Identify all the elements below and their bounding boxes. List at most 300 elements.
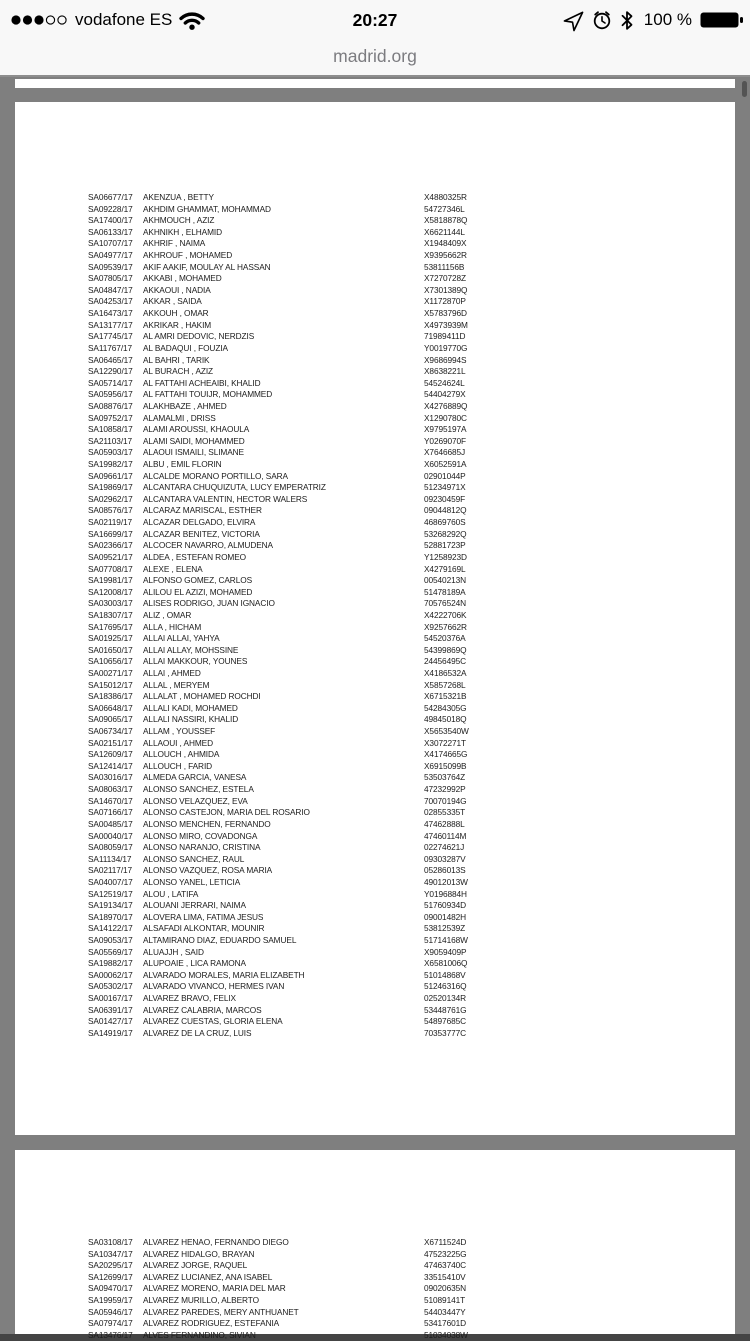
- table-row: [15, 1330, 735, 1341]
- row-name: ALLAM , YOUSSEF: [143, 726, 216, 737]
- row-id: SA09539/17: [88, 261, 133, 272]
- table-row: [15, 1028, 735, 1040]
- row-doc: X9059409P: [424, 946, 467, 957]
- row-name: AKKAOUI , NADIA: [143, 284, 211, 295]
- row-doc: 53503764Z: [424, 772, 466, 783]
- row-id: SA17745/17: [88, 331, 133, 342]
- table-row: [15, 401, 735, 413]
- row-name: ALONSO YANEL, LETICIA: [143, 876, 241, 887]
- table-row: [15, 993, 735, 1005]
- row-name: ALVAREZ MORENO, MARIA DEL MAR: [143, 1283, 286, 1294]
- row-id: SA11767/17: [88, 342, 133, 353]
- row-doc: 47462888L: [424, 818, 465, 829]
- row-name: ALVAREZ HIDALGO, BRAYAN: [143, 1248, 255, 1259]
- row-id: SA19882/17: [88, 958, 133, 969]
- row-doc: 51014868V: [424, 969, 466, 980]
- table-row: [15, 192, 735, 204]
- row-name: ALMEDA GARCIA, VANESA: [143, 772, 247, 783]
- status-bar: [0, 0, 750, 40]
- row-name: ALONSO MIRO, COVADONGA: [143, 830, 258, 841]
- table-row: [15, 877, 735, 889]
- table-row: [15, 1249, 735, 1261]
- table-row: [15, 865, 735, 877]
- row-doc: Y0269070F: [424, 435, 467, 446]
- row-name: ALLALI NASSIRI, KHALID: [143, 714, 239, 725]
- row-name: ALLALI KADI, MOHAMED: [143, 702, 238, 713]
- scrollbar: [742, 81, 747, 97]
- row-name: ALVAREZ CALABRIA, MARCOS: [143, 1004, 262, 1015]
- row-doc: 53448761G: [424, 1004, 467, 1015]
- table-row: [15, 796, 735, 808]
- row-name: AL AMRI DEDOVIC, NERDZIS: [143, 331, 255, 342]
- table-row: [15, 656, 735, 668]
- row-id: SA12609/17: [88, 749, 133, 760]
- table-row: [15, 854, 735, 866]
- row-id: SA04847/17: [88, 284, 133, 295]
- url-bar[interactable]: [0, 40, 750, 75]
- row-doc: 70353777C: [424, 1027, 467, 1038]
- row-id: SA13177/17: [88, 319, 133, 330]
- table-row: [15, 1005, 735, 1017]
- row-name: ALONSO MENCHEN, FERNANDO: [143, 818, 271, 829]
- row-name: ALVAREZ PAREDES, MERY ANTHUANET: [143, 1306, 299, 1317]
- row-name: ALUPOAIE , LICA RAMONA: [143, 958, 246, 969]
- table-row: [15, 889, 735, 901]
- table-row: [15, 912, 735, 924]
- row-doc: 47460114M: [424, 830, 467, 841]
- row-doc: 51246316Q: [424, 981, 467, 992]
- table-row: [15, 447, 735, 459]
- row-id: SA06133/17: [88, 226, 133, 237]
- table-row: [15, 1260, 735, 1272]
- row-doc: 09303287V: [424, 853, 466, 864]
- row-id: SA02366/17: [88, 540, 133, 551]
- row-name: ALLOUCH , FARID: [143, 760, 213, 771]
- table-row: [15, 343, 735, 355]
- row-doc: 71989411D: [424, 331, 466, 342]
- table-row: [15, 610, 735, 622]
- table-row: [15, 436, 735, 448]
- table-row: [15, 738, 735, 750]
- table-row: [15, 424, 735, 436]
- table-row: [15, 517, 735, 529]
- table-row: [15, 598, 735, 610]
- row-name: ALCANTARA CHUQUIZUTA, LUCY EMPERATRIZ: [143, 482, 326, 493]
- row-id: SA19869/17: [88, 482, 133, 493]
- row-doc: 24456495C: [424, 656, 467, 667]
- table-row: [15, 691, 735, 703]
- row-name: AKKOUH , OMAR: [143, 308, 209, 319]
- row-doc: X4222706K: [424, 609, 467, 620]
- row-name: ALVAREZ JORGE, RAQUEL: [143, 1260, 248, 1271]
- table-row: [15, 471, 735, 483]
- table-row: [15, 703, 735, 715]
- row-name: ALUAJJH , SAID: [143, 946, 204, 957]
- row-doc: 54403447Y: [424, 1306, 466, 1317]
- row-doc: 52881723P: [424, 540, 466, 551]
- row-doc: 33515410V: [424, 1271, 466, 1282]
- row-name: ALVAREZ RODRIGUEZ, ESTEFANIA: [143, 1318, 280, 1329]
- row-id: SA04253/17: [88, 296, 133, 307]
- row-id: SA08059/17: [88, 842, 133, 853]
- row-name: AKHROUF , MOHAMED: [143, 250, 233, 261]
- row-id: SA12414/17: [88, 760, 133, 771]
- row-id: SA09661/17: [88, 470, 133, 481]
- row-id: SA09521/17: [88, 551, 133, 562]
- table-row: [15, 807, 735, 819]
- row-name: ALOVERA LIMA, FATIMA JESUS: [143, 911, 264, 922]
- table-row: [15, 227, 735, 239]
- row-id: SA03108/17: [88, 1237, 133, 1247]
- row-id: SA12699/17: [88, 1271, 133, 1282]
- row-doc: X4174665G: [424, 749, 468, 760]
- row-doc: X3072271T: [424, 737, 467, 748]
- table-row: [15, 540, 735, 552]
- row-id: SA14122/17: [88, 923, 133, 934]
- table-row: [15, 622, 735, 634]
- row-doc: 53268292Q: [424, 528, 467, 539]
- row-id: SA12290/17: [88, 366, 133, 377]
- row-doc: X4279169L: [424, 563, 466, 574]
- table-row: [15, 772, 735, 784]
- row-name: ALVAREZ HENAO, FERNANDO DIEGO: [143, 1237, 289, 1247]
- table-row: [15, 1307, 735, 1319]
- table-row: [15, 900, 735, 912]
- row-id: SA06391/17: [88, 1004, 133, 1015]
- row-name: ALLAI , AHMED: [143, 667, 201, 678]
- row-name: ALCOCER NAVARRO, ALMUDENA: [143, 540, 273, 551]
- row-id: SA02151/17: [88, 737, 133, 748]
- table-row: [15, 958, 735, 970]
- row-doc: 09230459F: [424, 493, 466, 504]
- row-name: ALLOUCH , AHMIDA: [143, 749, 220, 760]
- row-id: SA12519/17: [88, 888, 133, 899]
- row-name: AL BAHRI , TARIK: [143, 354, 210, 365]
- row-name: ALLAI ALLAI, YAHYA: [143, 633, 220, 644]
- row-doc: X5857268L: [424, 679, 466, 690]
- row-name: ALSAFADI ALKONTAR, MOUNIR: [143, 923, 265, 934]
- row-doc: 53811156B: [424, 261, 465, 272]
- row-name: ALVES FERNANDINO, SIVIAN: [143, 1329, 256, 1340]
- row-id: SA04007/17: [88, 876, 133, 887]
- table-row: [15, 482, 735, 494]
- row-name: ALVARADO MORALES, MARIA ELIZABETH: [143, 969, 305, 980]
- table-row: [15, 680, 735, 692]
- row-doc: 54404279X: [424, 389, 466, 400]
- row-doc: 05286013S: [424, 865, 466, 876]
- row-name: ALONSO SANCHEZ, RAUL: [143, 853, 245, 864]
- row-name: AL BURACH , AZIZ: [143, 366, 214, 377]
- row-id: SA08063/17: [88, 784, 133, 795]
- row-doc: 49845018Q: [424, 714, 467, 725]
- row-name: AKENZUA , BETTY: [143, 192, 214, 202]
- row-name: ALLAOUI , AHMED: [143, 737, 213, 748]
- row-doc: 70576524N: [424, 598, 467, 609]
- row-doc: 47232992P: [424, 784, 466, 795]
- row-name: ALISES RODRIGO, JUAN IGNACIO: [143, 598, 275, 609]
- row-doc: 00540213N: [424, 575, 467, 586]
- row-name: ALAMI AROUSSI, KHAOULA: [143, 424, 250, 435]
- row-doc: 02520134R: [424, 993, 467, 1004]
- table-row: [15, 575, 735, 587]
- row-id: SA09470/17: [88, 1283, 133, 1294]
- table-row: [15, 308, 735, 320]
- row-name: ALCAZAR BENITEZ, VICTORIA: [143, 528, 260, 539]
- status-right-cluster: [563, 0, 743, 40]
- row-doc: X6052591A: [424, 459, 467, 470]
- row-name: ALIZ , OMAR: [143, 609, 192, 620]
- row-id: SA13476/17: [88, 1329, 133, 1340]
- row-name: ALAKHBAZE , AHMED: [143, 400, 227, 411]
- row-id: SA16699/17: [88, 528, 133, 539]
- row-name: ALVAREZ DE LA CRUZ, LUIS: [143, 1027, 252, 1038]
- row-doc: 51760934D: [424, 900, 467, 911]
- table-row: [15, 761, 735, 773]
- table-row: [15, 459, 735, 471]
- table-row: [15, 285, 735, 297]
- row-doc: X4186532A: [424, 667, 467, 678]
- row-doc: 02274621J: [424, 842, 465, 853]
- table-row: [15, 250, 735, 262]
- table-row: [15, 819, 735, 831]
- table-row: [15, 714, 735, 726]
- table-row: [15, 947, 735, 959]
- row-name: ALVAREZ CUESTAS, GLORIA ELENA: [143, 1016, 283, 1027]
- row-doc: X6711524D: [424, 1237, 467, 1247]
- row-doc: X1290780C: [424, 412, 467, 423]
- table-row: [15, 389, 735, 401]
- row-id: SA07166/17: [88, 807, 133, 818]
- row-doc: X6621144L: [424, 226, 465, 237]
- table-row: [15, 1237, 735, 1249]
- row-doc: X6715321B: [424, 691, 467, 702]
- row-id: SA09228/17: [88, 203, 133, 214]
- table-row: [15, 784, 735, 796]
- row-doc: 51234971X: [424, 482, 466, 493]
- row-doc: 46869760S: [424, 517, 466, 528]
- row-id: SA01650/17: [88, 644, 133, 655]
- row-name: AKKABI , MOHAMED: [143, 273, 222, 284]
- table-row: [15, 262, 735, 274]
- row-doc: 54520376A: [424, 633, 466, 644]
- row-id: SA10347/17: [88, 1248, 133, 1259]
- table-row: [15, 935, 735, 947]
- table-row: [15, 1318, 735, 1330]
- row-id: SA05946/17: [88, 1306, 133, 1317]
- row-id: SA10656/17: [88, 656, 133, 667]
- row-name: ALAOUI ISMAILI, SLIMANE: [143, 447, 244, 458]
- table-row: [15, 494, 735, 506]
- row-doc: X5653540W: [424, 726, 469, 737]
- row-id: SA02117/17: [88, 865, 133, 876]
- table-row: [15, 273, 735, 285]
- row-doc: 49012013W: [424, 876, 468, 887]
- carrier-label: vodafone ES: [75, 10, 173, 29]
- row-id: SA01427/17: [88, 1016, 133, 1027]
- table-row: [15, 378, 735, 390]
- row-id: SA12008/17: [88, 586, 133, 597]
- table-row: [15, 1283, 735, 1295]
- row-id: SA14919/17: [88, 1027, 133, 1038]
- row-id: SA07805/17: [88, 273, 133, 284]
- row-name: AL BADAQUI , FOUZIA: [143, 342, 228, 353]
- row-id: SA02119/17: [88, 517, 133, 528]
- row-doc: 53417601D: [424, 1318, 467, 1329]
- row-name: AKRIKAR , HAKIM: [143, 319, 212, 330]
- table-row: [15, 215, 735, 227]
- row-name: ALONSO NARANJO, CRISTINA: [143, 842, 261, 853]
- row-doc: X7301389Q: [424, 284, 468, 295]
- safari-top-chrome: [0, 0, 750, 77]
- row-name: ALFONSO GOMEZ, CARLOS: [143, 575, 253, 586]
- table-row: [15, 749, 735, 761]
- row-doc: X7646685J: [424, 447, 466, 458]
- table-row: [15, 413, 735, 425]
- table-row: [15, 238, 735, 250]
- row-doc: X1948409X: [424, 238, 467, 249]
- row-id: SA14670/17: [88, 795, 133, 806]
- row-name: ALLAI MAKKOUR, YOUNES: [143, 656, 248, 667]
- row-name: AKHDIM GHAMMAT, MOHAMMAD: [143, 203, 271, 214]
- row-name: ALAMALMI , DRISS: [143, 412, 216, 423]
- row-name: ALONSO SANCHEZ, ESTELA: [143, 784, 254, 795]
- row-id: SA17400/17: [88, 215, 133, 226]
- row-name: ALVAREZ LUCIANEZ, ANA ISABEL: [143, 1271, 273, 1282]
- table-row: [15, 668, 735, 680]
- row-id: SA20295/17: [88, 1260, 133, 1271]
- row-name: ALVAREZ MURILLO, ALBERTO: [143, 1295, 259, 1306]
- row-id: SA09752/17: [88, 412, 133, 423]
- row-id: SA10858/17: [88, 424, 133, 435]
- row-id: SA10707/17: [88, 238, 133, 249]
- row-id: SA18970/17: [88, 911, 133, 922]
- row-id: SA06465/17: [88, 354, 133, 365]
- row-doc: Y0019770G: [424, 342, 468, 353]
- row-doc: 51034038W: [424, 1329, 468, 1340]
- row-name: ALCARAZ MARISCAL, ESTHER: [143, 505, 262, 516]
- table-row: [15, 842, 735, 854]
- row-doc: X9257662R: [424, 621, 467, 632]
- row-id: SA19982/17: [88, 459, 133, 470]
- table-row: [15, 320, 735, 332]
- row-doc: 09001482H: [424, 911, 467, 922]
- row-doc: X9686994S: [424, 354, 467, 365]
- table-row: [15, 645, 735, 657]
- table-row: [15, 726, 735, 738]
- row-name: AKHNIKH , ELHAMID: [143, 226, 222, 237]
- table-row: [15, 923, 735, 935]
- table-row: [15, 296, 735, 308]
- table-row: [15, 355, 735, 367]
- row-doc: 54284305G: [424, 702, 467, 713]
- row-id: SA19134/17: [88, 900, 133, 911]
- row-id: SA21103/17: [88, 435, 133, 446]
- row-id: SA00040/17: [88, 830, 133, 841]
- row-id: SA06677/17: [88, 192, 133, 202]
- table-row: [15, 1295, 735, 1307]
- bluetooth-icon: [620, 10, 634, 31]
- row-name: AKKAR , SAIDA: [143, 296, 202, 307]
- applicant-list-page1: [15, 192, 735, 1039]
- row-doc: X5783796D: [424, 308, 467, 319]
- row-id: SA04977/17: [88, 250, 133, 261]
- table-row: [15, 1272, 735, 1284]
- row-id: SA05956/17: [88, 389, 133, 400]
- battery-percent-label: 100 %: [643, 10, 692, 29]
- row-id: SA18386/17: [88, 691, 133, 702]
- row-id: SA00167/17: [88, 993, 133, 1004]
- row-id: SA07974/17: [88, 1318, 133, 1329]
- row-doc: 51714168W: [424, 935, 468, 945]
- row-doc: X7270728Z: [424, 273, 467, 284]
- row-name: ALVAREZ BRAVO, FELIX: [143, 993, 236, 1004]
- row-doc: X6915099B: [424, 760, 467, 771]
- table-row: [15, 831, 735, 843]
- row-name: AKHRIF , NAIMA: [143, 238, 206, 249]
- battery-icon: [700, 12, 743, 28]
- pdf-viewer[interactable]: [0, 79, 750, 1340]
- row-doc: X8638221L: [424, 366, 466, 377]
- row-doc: 09044812Q: [424, 505, 467, 516]
- row-doc: Y1258923D: [424, 551, 467, 562]
- row-doc: 53812539Z: [424, 923, 466, 934]
- table-row: [15, 1016, 735, 1028]
- pdf-page-2: [15, 1150, 735, 1340]
- row-doc: X4276889Q: [424, 400, 468, 411]
- row-name: ALONSO VAZQUEZ, ROSA MARIA: [143, 865, 273, 876]
- row-doc: X9795197A: [424, 424, 467, 435]
- row-name: AKHMOUCH , AZIZ: [143, 215, 215, 226]
- row-id: SA17695/17: [88, 621, 133, 632]
- row-name: ALOU , LATIFA: [143, 888, 199, 899]
- table-row: [15, 204, 735, 216]
- row-id: SA05903/17: [88, 447, 133, 458]
- site-title: madrid.org: [333, 46, 417, 66]
- table-row: [15, 981, 735, 993]
- table-row: [15, 970, 735, 982]
- row-doc: 54524624L: [424, 377, 465, 388]
- row-id: SA03003/17: [88, 598, 133, 609]
- applicant-list-page2: [15, 1237, 735, 1341]
- row-id: SA18307/17: [88, 609, 133, 620]
- row-name: ALDEA , ESTEFAN ROMEO: [143, 551, 247, 562]
- row-doc: 70070194G: [424, 795, 467, 806]
- row-id: SA00062/17: [88, 969, 133, 980]
- pdf-page-fragment: [15, 79, 735, 88]
- table-row: [15, 529, 735, 541]
- row-name: ALILOU EL AZIZI, MOHAMED: [143, 586, 253, 597]
- row-name: ALCANTARA VALENTIN, HECTOR WALERS: [143, 493, 308, 504]
- row-doc: Y0196884H: [424, 888, 467, 899]
- row-id: SA11134/17: [88, 853, 132, 864]
- pdf-page-1: [15, 102, 735, 1135]
- row-doc: 47463740C: [424, 1260, 467, 1271]
- row-name: AL FATTAHI ACHEAIBI, KHALID: [143, 377, 261, 388]
- row-doc: 54399869Q: [424, 644, 467, 655]
- row-name: ALLA , HICHAM: [143, 621, 202, 632]
- row-id: SA01925/17: [88, 633, 133, 644]
- row-doc: 47523225G: [424, 1248, 467, 1259]
- row-id: SA07708/17: [88, 563, 133, 574]
- row-name: ALVARADO VIVANCO, HERMES IVAN: [143, 981, 285, 992]
- row-id: SA00271/17: [88, 667, 133, 678]
- row-doc: 54727346L: [424, 203, 465, 214]
- row-name: ALLAL , MERYEM: [143, 679, 210, 690]
- row-name: ALEXE , ELENA: [143, 563, 203, 574]
- row-name: ALLAI ALLAY, MOHSSINE: [143, 644, 239, 655]
- table-row: [15, 633, 735, 645]
- row-name: ALBU , EMIL FLORIN: [143, 459, 222, 470]
